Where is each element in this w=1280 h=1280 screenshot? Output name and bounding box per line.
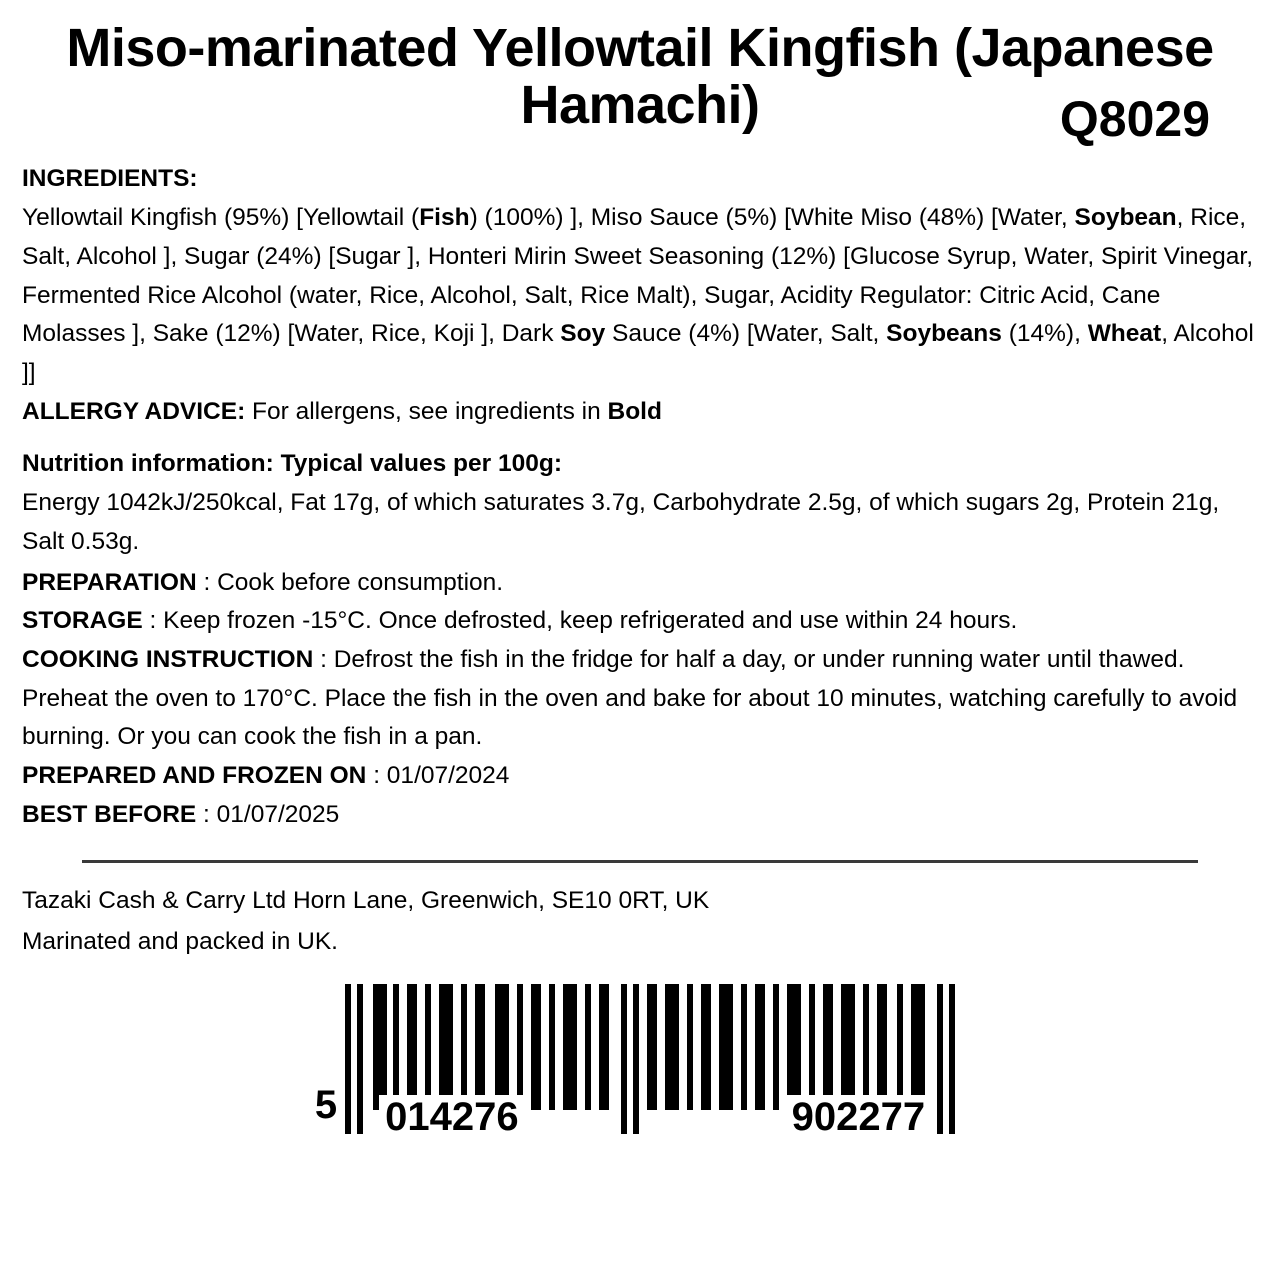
title-block (22, 14, 1258, 148)
best-before-line (22, 796, 1258, 835)
barcode (22, 984, 1258, 1140)
prepared-frozen-heading: PREPARED AND FROZEN ON (22, 762, 367, 790)
product-code: Q8029 (1059, 91, 1210, 148)
ingredient-fragment: ) (100%) ], Miso Sauce (5%) [White Miso (48%) [Water, (469, 204, 1075, 232)
ingredient-fragment: , Rice, Salt, Alcohol ], Sugar (24%) [Sugar ], Honteri Mirin Sweet Seasoning (12%) [Glucose Syrup, Water, Spirit Vinegar, Fermented Rice Alcohol (water, Rice, Alcohol, Salt, Rice Malt), Sugar, Acidity Regulator: Citric Acid, Cane Molasses ], Sake (12%) [Water, Rice, Koji ], Dark (22, 204, 1254, 348)
best-before-date: : 01/07/2025 (196, 800, 340, 828)
barcode-bars (345, 984, 965, 1140)
cooking-instruction-line (22, 641, 1258, 680)
prepared-frozen-date: : 01/07/2024 (366, 762, 510, 790)
barcode-digits (345, 1095, 965, 1140)
label-body (22, 160, 1258, 834)
company-address: Tazaki Cash & Carry Ltd Horn Lane, Greenwich, SE10 0RT, UK (22, 887, 710, 915)
allergen-bold: Wheat (1087, 320, 1162, 348)
cooking-text: : Defrost the fish in the fridge for half a day, or under running water until thawed. (313, 645, 1185, 673)
allergy-text: For allergens, see ingredients in (245, 397, 608, 425)
best-before-heading: BEST BEFORE (22, 800, 197, 828)
barcode-lead-digit: 5 (314, 1083, 338, 1128)
divider (82, 860, 1198, 863)
page-title: Miso-marinated Yellowtail Kingfish (Japanese Hamachi) (66, 18, 1214, 136)
preparation-text: : Cook before consumption. (196, 568, 504, 596)
allergy-bold-word: Bold (607, 397, 662, 425)
allergen-bold: Soybeans (886, 320, 1002, 348)
ingredient-fragment: (14%), (1001, 320, 1088, 348)
footer-block (22, 881, 1258, 962)
ingredient-fragment: Yellowtail Kingfish (95%) [Yellowtail ( (22, 204, 420, 232)
origin-text: Marinated and packed in UK. (22, 927, 338, 955)
storage-text: : Keep frozen -15°C. Once defrosted, keep refrigerated and use within 24 hours. (142, 607, 1018, 635)
cooking-heading: COOKING INSTRUCTION (22, 645, 314, 673)
nutrition-heading: Nutrition information: Typical values per 100g: (22, 450, 562, 478)
storage-line (22, 602, 1258, 641)
preparation-heading: PREPARATION (22, 568, 197, 596)
allergen-bold: Soy (560, 320, 606, 348)
preparation-line (22, 564, 1258, 603)
allergy-heading: ALLERGY ADVICE: (22, 397, 246, 425)
cooking-detail: Preheat the oven to 170°C. Place the fish in the oven and bake for about 10 minutes, watching carefully to avoid burning. Or you can cook the fish in a pan. (22, 684, 1238, 751)
allergen-bold: Fish (419, 204, 470, 232)
nutrition-values: Energy 1042kJ/250kcal, Fat 17g, of which saturates 3.7g, Carbohydrate 2.5g, of which sugars 2g, Protein 21g, Salt 0.53g. (22, 489, 1220, 555)
allergen-bold: Soybean (1074, 204, 1177, 232)
barcode-right-digits: 902277 (786, 1095, 931, 1140)
allergy-advice (22, 393, 1258, 432)
ingredients-heading: INGREDIENTS: (22, 165, 198, 193)
barcode-left-digits: 014276 (379, 1095, 524, 1140)
prepared-frozen-line (22, 757, 1258, 796)
storage-heading: STORAGE (22, 607, 143, 635)
ingredients-text (22, 199, 1258, 393)
ingredient-fragment: Sauce (4%) [Water, Salt, (605, 320, 887, 348)
ingredient-fragment: , Alcohol ]] (22, 320, 1254, 386)
